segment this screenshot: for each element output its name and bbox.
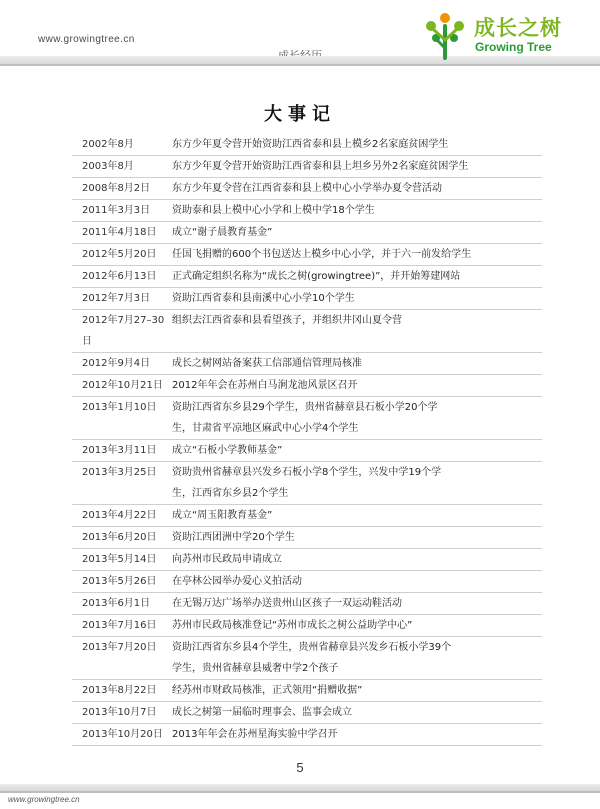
event-date: 2011年4月18日	[82, 227, 157, 238]
event-text-line: 资助贵州省赫章县兴发乡石板小学8个学生，兴发中学19个学	[172, 467, 442, 478]
event-description	[172, 375, 542, 396]
event-description	[172, 593, 542, 614]
event-row	[72, 266, 542, 288]
event-text-line: 成立“石板小学教师基金”	[172, 445, 283, 456]
event-description	[172, 462, 542, 504]
event-description	[172, 266, 542, 287]
event-date: 2013年6月20日	[82, 532, 157, 543]
growing-tree-logo	[422, 8, 592, 64]
event-text-line: 苏州市民政局核准登记“苏州市成长之树公益助学中心”	[172, 620, 413, 631]
event-row	[72, 680, 542, 702]
event-row	[72, 375, 542, 397]
event-text-line: 生，甘肃省平凉地区麻武中心小学4个学生	[172, 423, 359, 434]
event-description	[172, 134, 542, 155]
event-row	[72, 200, 542, 222]
event-text-line: 资助江西省东乡县4个学生，贵州省赫章县兴发乡石板小学39个	[172, 642, 452, 653]
event-text-line: 2013年年会在苏州星海实验中学召开	[172, 729, 338, 740]
event-date: 2002年8月	[82, 139, 134, 150]
event-text-line: 东方少年夏令营在江西省泰和县上模中心小学举办夏令营活动	[172, 183, 442, 194]
event-description	[172, 244, 542, 265]
event-description	[172, 288, 542, 309]
event-row	[72, 527, 542, 549]
footer-website: www.growingtree.cn	[8, 795, 80, 804]
event-row	[72, 244, 542, 266]
event-row	[72, 702, 542, 724]
event-description	[172, 527, 542, 548]
event-date: 2011年3月3日	[82, 205, 151, 216]
event-row	[72, 440, 542, 462]
event-row	[72, 462, 542, 505]
event-date: 2003年8月	[82, 161, 134, 172]
event-row	[72, 353, 542, 375]
event-row	[72, 310, 542, 353]
event-date: 2013年3月11日	[82, 445, 157, 456]
event-row	[72, 156, 542, 178]
event-description	[172, 310, 542, 352]
event-date: 2013年6月1日	[82, 598, 151, 609]
event-date: 2012年6月13日	[82, 271, 157, 282]
event-description	[172, 156, 542, 177]
event-date: 2013年5月14日	[82, 554, 157, 565]
event-date: 2013年7月20日	[82, 642, 157, 653]
footer-divider	[0, 784, 600, 791]
event-text-line: 任国飞捐赠的600个书包送达上模乡中心小学，并于六一前发给学生	[172, 249, 472, 260]
event-row	[72, 222, 542, 244]
event-date: 2013年3月25日	[82, 467, 157, 478]
event-description	[172, 200, 542, 221]
event-date: 2013年1月10日	[82, 402, 157, 413]
event-description	[172, 615, 542, 636]
event-text-line: 组织去江西省泰和县看望孩子，并组织井冈山夏令营	[172, 315, 402, 326]
event-text-line: 资助江西省泰和县南溪中心小学10个学生	[172, 293, 355, 304]
event-text-line: 正式确定组织名称为“成长之树(growingtree)”，并开始筹建网站	[172, 271, 461, 282]
page-number: 5	[296, 760, 304, 775]
event-text-line: 经苏州市财政局核准，正式领用“捐赠收据”	[172, 685, 363, 696]
event-row	[72, 593, 542, 615]
event-row	[72, 134, 542, 156]
event-row	[72, 178, 542, 200]
event-row	[72, 571, 542, 593]
header-website: www.growingtree.cn	[38, 34, 135, 45]
event-description	[172, 724, 542, 745]
header-divider-shadow	[0, 64, 600, 66]
event-text-line: 东方少年夏令营开始资助江西省泰和县上模乡2名家庭贫困学生	[172, 139, 449, 150]
events-timeline	[72, 134, 542, 746]
event-description	[172, 222, 542, 243]
event-date: 2012年7月27–30日	[82, 315, 165, 347]
footer-divider-shadow	[0, 791, 600, 793]
event-text-line: 向苏州市民政局申请成立	[172, 554, 282, 565]
event-date: 2012年9月4日	[82, 358, 151, 369]
event-text-line: 成长之树第一届临时理事会、监事会成立	[172, 707, 352, 718]
event-description	[172, 178, 542, 199]
event-text-line: 2012年年会在苏州白马涧龙池风景区召开	[172, 380, 358, 391]
event-date: 2013年7月16日	[82, 620, 157, 631]
event-date: 2013年10月20日	[82, 729, 163, 740]
event-description	[172, 702, 542, 723]
event-date: 2012年10月21日	[82, 380, 163, 391]
event-row	[72, 637, 542, 680]
event-description	[172, 571, 542, 592]
page-title: 大事记	[264, 104, 336, 125]
event-description	[172, 505, 542, 526]
event-text-line: 东方少年夏令营开始资助江西省泰和县上坦乡另外2名家庭贫困学生	[172, 161, 469, 172]
event-date: 2013年5月26日	[82, 576, 157, 587]
event-date: 2013年10月7日	[82, 707, 157, 718]
event-description	[172, 637, 542, 679]
event-description	[172, 440, 542, 461]
event-date: 2012年7月3日	[82, 293, 151, 304]
logo-name-cn: 成长之树	[474, 16, 562, 40]
event-row	[72, 397, 542, 440]
logo-name-en: Growing Tree	[475, 40, 552, 54]
event-date: 2013年8月22日	[82, 685, 157, 696]
event-row	[72, 288, 542, 310]
tree-logo-icon	[422, 10, 468, 60]
event-text-line: 成立“谢子晨教育基金”	[172, 227, 273, 238]
event-text-line: 在无锡万达广场举办送贵州山区孩子一双运动鞋活动	[172, 598, 402, 609]
event-row	[72, 505, 542, 527]
event-text-line: 在亭林公园举办爱心义拍活动	[172, 576, 302, 587]
event-date: 2013年4月22日	[82, 510, 157, 521]
event-row	[72, 549, 542, 571]
event-text-line: 生，江西省东乡县2个学生	[172, 488, 289, 499]
event-text-line: 资助江西团洲中学20个学生	[172, 532, 295, 543]
event-date: 2012年5月20日	[82, 249, 157, 260]
event-date: 2008年8月2日	[82, 183, 151, 194]
event-text-line: 成长之树网站备案获工信部通信管理局核准	[172, 358, 362, 369]
event-row	[72, 615, 542, 637]
event-description	[172, 549, 542, 570]
event-text-line: 资助泰和县上模中心小学和上模中学18个学生	[172, 205, 375, 216]
event-text-line: 学生，贵州省赫章县威奢中学2个孩子	[172, 663, 339, 674]
event-text-line: 成立“周玉阳教育基金”	[172, 510, 273, 521]
event-description	[172, 680, 542, 701]
event-description	[172, 353, 542, 374]
event-text-line: 资助江西省东乡县29个学生，贵州省赫章县石板小学20个学	[172, 402, 438, 413]
event-row	[72, 724, 542, 746]
event-description	[172, 397, 542, 439]
